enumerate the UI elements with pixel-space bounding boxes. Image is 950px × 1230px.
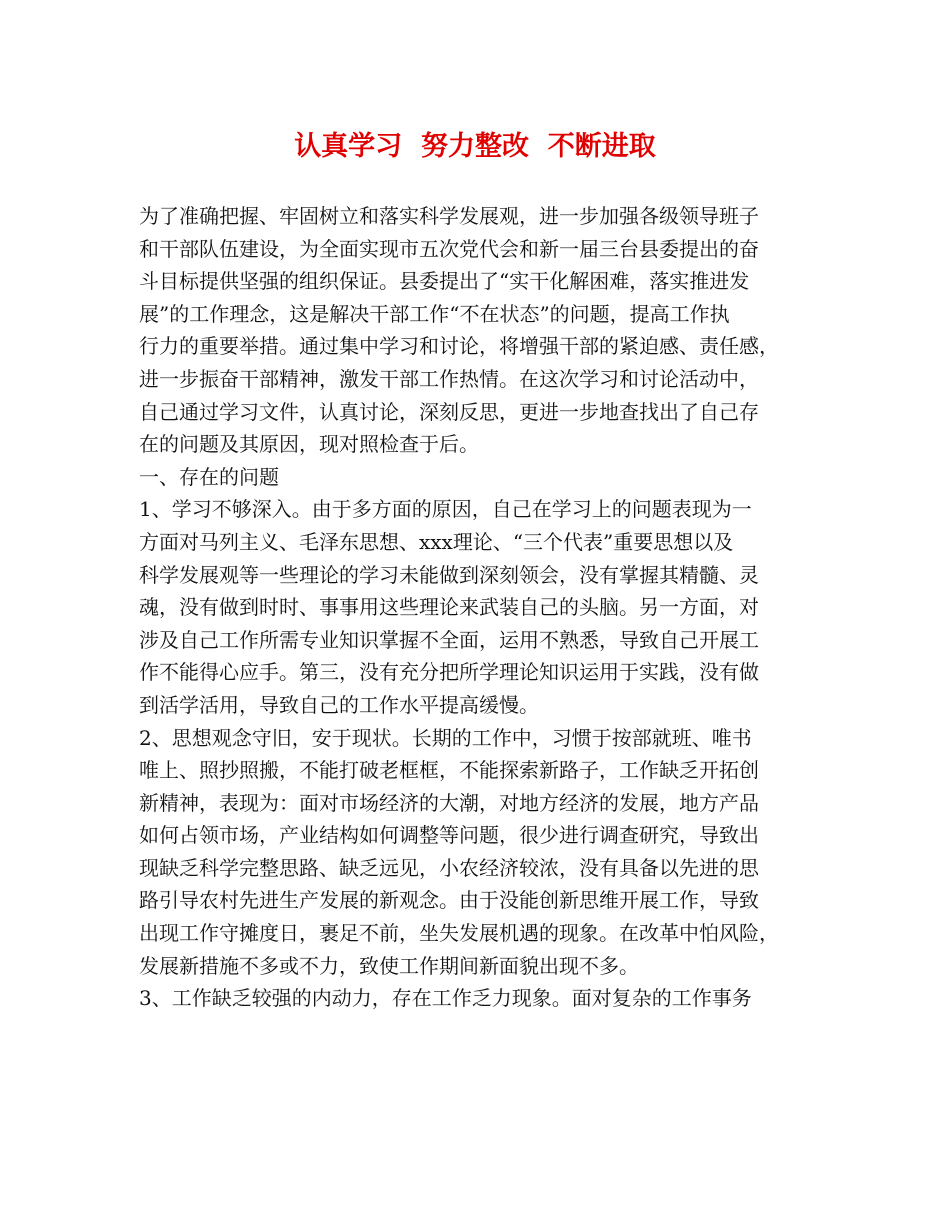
body-line: 行力的重要举措。通过集中学习和讨论，将增强干部的紧迫感、责任感， xyxy=(139,334,779,359)
body-line: 和干部队伍建设，为全面实现市五次党代会和新一届三台县委提出的奋 xyxy=(139,236,759,261)
body-line: 到活学活用，导致自己的工作水平提高缓慢。 xyxy=(139,692,539,717)
body-line: 自己通过学习文件，认真讨论，深刻反思，更进一步地查找出了自己存 xyxy=(139,399,759,424)
body-line: 展”的工作理念，这是解决干部工作“不在状态”的问题，提高工作执 xyxy=(139,301,730,326)
body-line: 进一步振奋干部精神，激发干部工作热情。在这次学习和讨论活动中， xyxy=(139,366,759,391)
section-heading: 一、存在的问题 xyxy=(139,464,279,489)
body-line: 新精神，表现为：面对市场经济的大潮，对地方经济的发展，地方产品 xyxy=(139,790,759,815)
body-line: 为了准确把握、牢固树立和落实科学发展观，进一步加强各级领导班子 xyxy=(139,204,759,228)
body-line: 斗目标提供坚强的组织保证。县委提出了“实干化解困难，落实推进发 xyxy=(139,269,750,294)
body-line: 1、学习不够深入。由于多方面的原因，自己在学习上的问题表现为一 xyxy=(139,497,752,522)
body-line: 方面对马列主义、毛泽东思想、xxx理论、“三个代表”重要思想以及 xyxy=(139,529,734,554)
body-line: 作不能得心应手。第三，没有充分把所学理论知识运用于实践，没有做 xyxy=(139,660,759,685)
body-line: 科学发展观等一些理论的学习未能做到深刻领会，没有掌握其精髓、灵 xyxy=(139,562,759,587)
body-line: 唯上、照抄照搬，不能打破老框框，不能探索新路子，工作缺乏开拓创 xyxy=(139,758,759,783)
body-line: 魂，没有做到时时、事事用这些理论来武装自己的头脑。另一方面，对 xyxy=(139,595,759,620)
body-line: 在的问题及其原因，现对照检查于后。 xyxy=(139,432,479,457)
body-line: 出现工作守摊度日，裹足不前，坐失发展机遇的现象。在改革中怕风险， xyxy=(139,921,779,946)
body-line: 现缺乏科学完整思路、缺乏远见，小农经济较浓，没有具备以先进的思 xyxy=(139,855,759,880)
document-title: 认真学习 努力整改 不断进取 xyxy=(294,131,656,162)
body-line: 发展新措施不多或不力，致使工作期间新面貌出现不多。 xyxy=(139,953,639,978)
body-line: 涉及自己工作所需专业知识掌握不全面，运用不熟悉，导致自己开展工 xyxy=(139,627,759,652)
body-line: 如何占领市场，产业结构如何调整等问题，很少进行调查研究，导致出 xyxy=(139,823,759,848)
body-line: 路引导农村先进生产发展的新观念。由于没能创新思维开展工作，导致 xyxy=(139,888,759,913)
body-line: 2、思想观念守旧，安于现状。长期的工作中，习惯于按部就班、唯书 xyxy=(139,725,752,750)
document-body xyxy=(139,200,829,1015)
body-line: 3、工作缺乏较强的内动力，存在工作乏力现象。面对复杂的工作事务 xyxy=(139,986,752,1011)
